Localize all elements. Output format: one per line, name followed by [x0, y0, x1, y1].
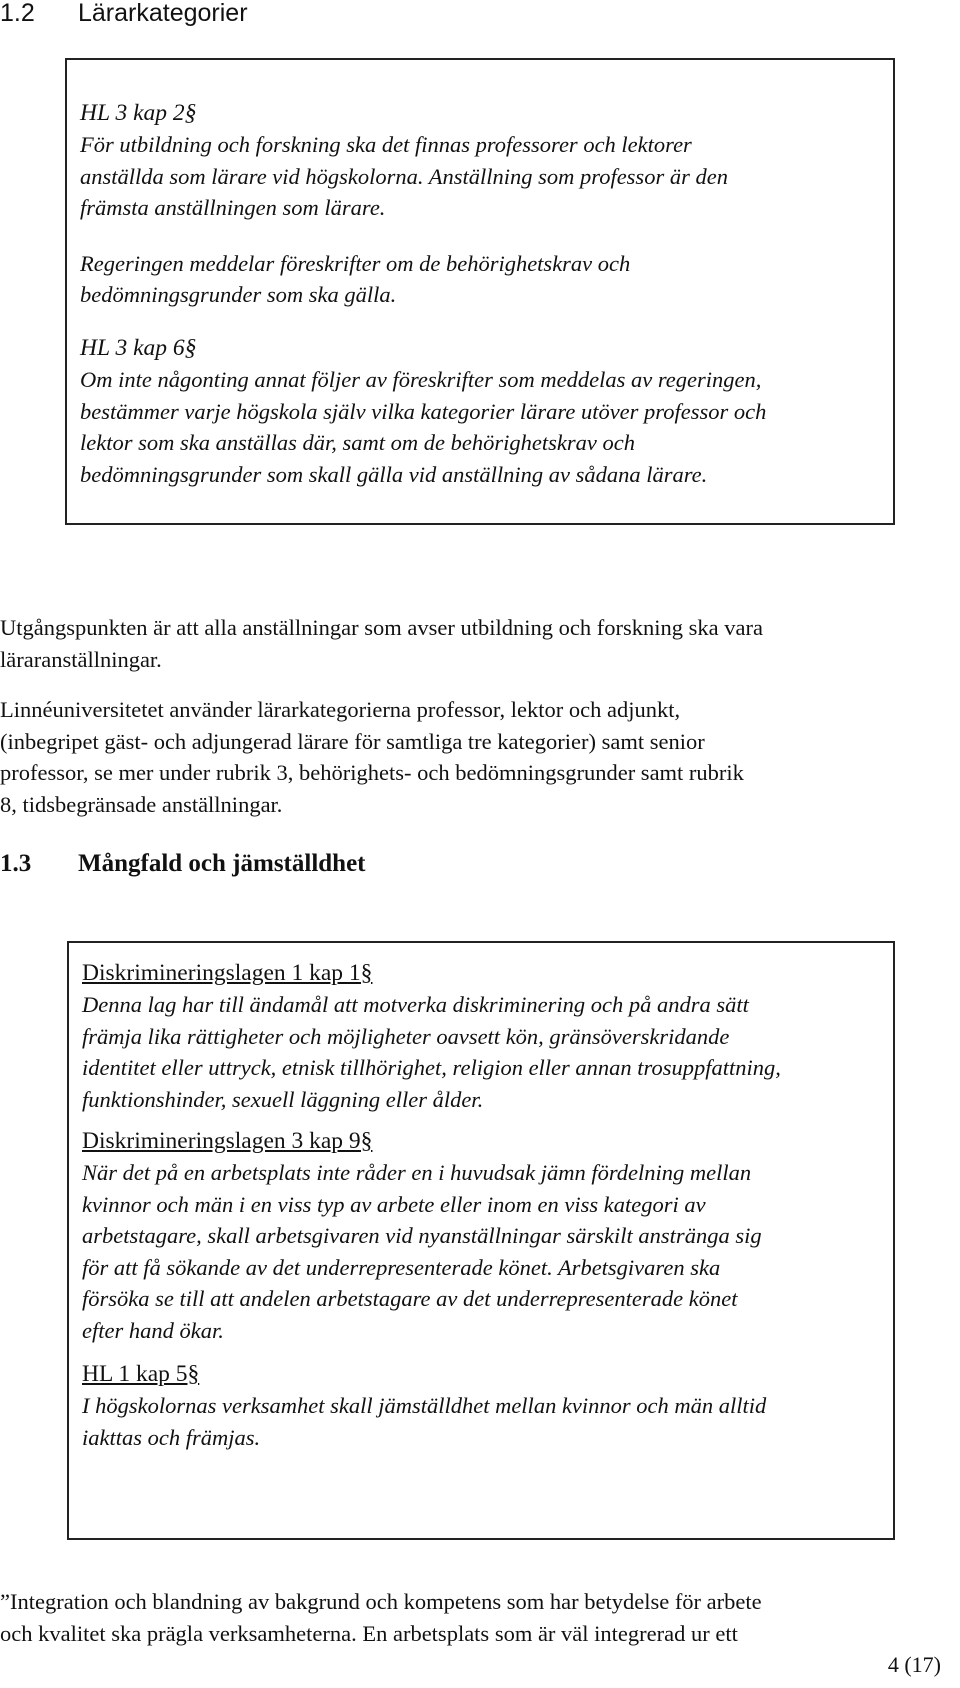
law-reference-title: HL 3 kap 6§ — [80, 335, 197, 361]
paragraph-line: (inbegripet gäst- och adjungerad lärare för samtliga tre kategorier) samt senior — [0, 728, 705, 754]
law-item-hl3-kap6 — [80, 333, 766, 490]
law-text-line: anställda som lärare vid högskolorna. Anställning som professor är den — [80, 163, 728, 189]
law-reference-title: Diskrimineringslagen 3 kap 9§ — [82, 1128, 373, 1154]
law-quote-box-teacher-categories — [65, 58, 895, 525]
law-reference-title: HL 3 kap 2§ — [80, 100, 197, 126]
section-title: Lärarkategorier — [78, 0, 248, 27]
law-text-line: försöka se till att andelen arbetstagare av det underrepresenterade könet — [82, 1286, 738, 1311]
law-item-disc-3-kap9 — [82, 1126, 762, 1346]
law-text-line: I högskolornas verksamhet skall jämställdhet mellan kvinnor och män alltid — [82, 1393, 767, 1418]
law-text-line: lektor som ska anställas där, samt om de behörighetskrav och — [80, 430, 635, 455]
law-text-line: För utbildning och forskning ska det finnas professorer och lektorer — [80, 132, 692, 157]
law-item-hl1-kap5 — [82, 1359, 766, 1453]
paragraph-line: ”Integration och blandning av bakgrund och kompetens som har betydelse för arbete — [0, 1589, 762, 1614]
law-text-line: kvinnor och män i en viss typ av arbete eller inom en viss kategori av — [82, 1191, 706, 1217]
law-text-line: främja lika rättigheter och möjligheter oavsett kön, gränsöverskridande — [82, 1023, 730, 1049]
law-text-line: främsta anställningen som lärare. — [80, 195, 386, 220]
law-reference-title: HL 1 kap 5§ — [82, 1361, 200, 1387]
law-text-line: efter hand ökar. — [82, 1317, 224, 1343]
law-item-disc-1-kap1 — [82, 958, 781, 1115]
paragraph-line: Linnéuniversitetet använder lärarkategorierna professor, lektor och adjunkt, — [0, 697, 681, 722]
law-text-line: Denna lag har till ändamål att motverka diskriminering och på andra sätt — [82, 992, 749, 1017]
section-title: Mångfald och jämställdhet — [78, 850, 366, 877]
law-text-line: funktionshinder, sexuell läggning eller ålder. — [82, 1086, 484, 1112]
law-text-line: När det på en arbetsplats inte råder en i huvudsak jämn fördelning mellan — [82, 1160, 752, 1185]
law-text-line: bedömningsgrunder som ska gälla. — [80, 282, 397, 307]
law-text-line: bestämmer varje högskola själv vilka kategorier lärare utöver professor och — [80, 398, 767, 424]
paragraph-line: Utgångspunkten är att alla anställningar som avser utbildning och forskning ska vara — [0, 615, 763, 640]
paragraph-line: läraranställningar. — [0, 646, 162, 672]
paragraph-teacher-categories — [0, 694, 744, 820]
law-text-line: iakttas och främjas. — [82, 1424, 261, 1450]
paragraph-line: professor, se mer under rubrik 3, behörighets- och bedömningsgrunder samt rubrik — [0, 760, 744, 785]
law-text-line: identitet eller uttryck, etnisk tillhörighet, religion eller annan trosuppfattning, — [82, 1055, 781, 1080]
law-text-line: arbetstagare, skall arbetsgivaren vid nyanställningar särskilt anstränga sig — [82, 1223, 762, 1248]
law-text-line: Regeringen meddelar föreskrifter om de behörighetskrav och — [80, 250, 631, 276]
paragraph-line: och kvalitet ska prägla verksamheterna. En arbetsplats som är väl integrerad ur ett — [0, 1620, 738, 1646]
section-number: 1.2 — [0, 0, 35, 27]
law-text-line: Om inte någonting annat följer av föreskrifter som meddelas av regeringen, — [80, 367, 762, 392]
page-number: 4 (17) — [887, 1652, 941, 1677]
paragraph-integration-quote — [0, 1586, 762, 1649]
paragraph-line: 8, tidsbegränsade anställningar. — [0, 791, 283, 817]
section-heading-1-2 — [0, 0, 248, 28]
law-item-hl3-kap2 — [80, 98, 728, 311]
section-heading-1-3 — [0, 849, 366, 879]
law-quote-box-diversity — [67, 941, 895, 1540]
law-reference-title: Diskrimineringslagen 1 kap 1§ — [82, 960, 373, 986]
law-text-line: bedömningsgrunder som skall gälla vid anställning av sådana lärare. — [80, 461, 708, 487]
paragraph-starting-point — [0, 612, 763, 675]
law-text-line: för att få sökande av det underrepresenterade könet. Arbetsgivaren ska — [82, 1254, 721, 1280]
section-number: 1.3 — [0, 850, 32, 877]
